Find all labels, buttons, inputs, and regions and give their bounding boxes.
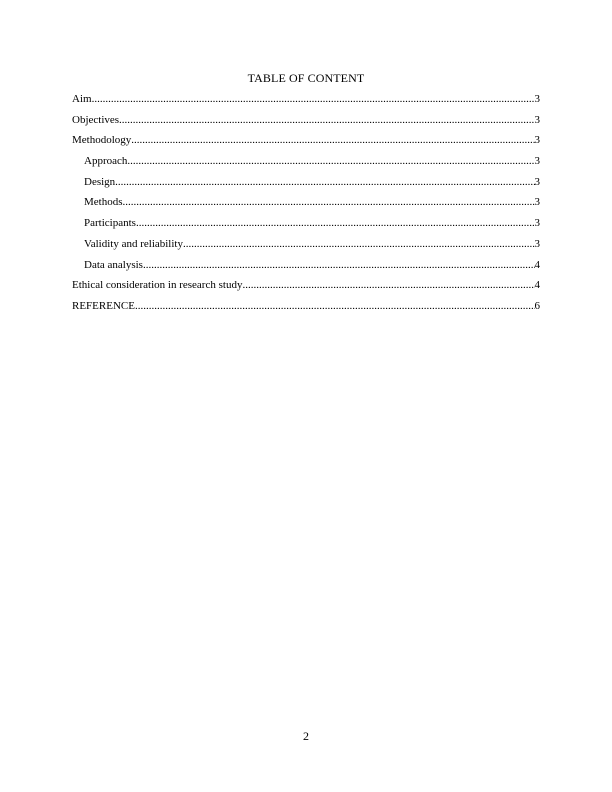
toc-entry-page: 6 [534, 299, 540, 312]
toc-entry-label: Methods [84, 196, 123, 209]
toc-entry-reference[interactable] [72, 299, 540, 320]
toc-leader-dots [92, 92, 535, 106]
toc-leader-dots [127, 154, 534, 168]
toc-entry-page: 3 [534, 196, 540, 209]
toc-entry-label: Aim [72, 93, 92, 105]
toc-entry-participants[interactable] [72, 216, 540, 237]
toc-leader-dots [242, 278, 534, 292]
toc-entry-page: 3 [534, 175, 540, 188]
toc-entry-ethical-consideration[interactable] [72, 278, 540, 299]
toc-entry-approach[interactable] [72, 154, 540, 175]
toc-entry-objectives[interactable] [72, 113, 540, 134]
toc-leader-dots [135, 299, 535, 313]
toc-entry-label: Design [84, 175, 116, 188]
toc-entry-page: 4 [534, 279, 540, 292]
toc-entry-data-analysis[interactable] [72, 258, 540, 279]
toc-entry-label: Data analysis [84, 258, 143, 271]
toc-entry-aim[interactable] [72, 92, 540, 113]
toc-leader-dots [115, 175, 534, 189]
toc-entry-page: 4 [534, 258, 540, 271]
toc-entry-label: REFERENCE [72, 299, 135, 312]
toc-leader-dots [119, 113, 534, 127]
toc-entry-page: 3 [534, 155, 540, 168]
toc-entry-validity-and-reliability[interactable] [72, 237, 540, 258]
toc-entry-label: Ethical consideration in research study [72, 279, 243, 292]
toc-leader-dots [123, 195, 535, 209]
toc-entry-methods[interactable] [72, 195, 540, 216]
toc-title: TABLE OF CONTENT [247, 71, 365, 85]
toc-entry-page: 3 [534, 237, 540, 250]
toc-leader-dots [131, 133, 534, 147]
toc-entry-label: Objectives [72, 113, 120, 126]
toc-entry-label: Validity and reliability [84, 237, 183, 250]
toc-leader-dots [136, 216, 535, 230]
toc-entry-design[interactable] [72, 175, 540, 196]
toc-list [72, 92, 540, 320]
toc-entry-label: Participants [84, 217, 136, 230]
toc-leader-dots [183, 237, 535, 251]
toc-entry-page: 3 [534, 113, 540, 126]
toc-entry-page: 3 [534, 134, 540, 147]
page-number: 2 [303, 729, 309, 743]
toc-entry-page: 3 [534, 93, 540, 105]
toc-entry-page: 3 [534, 217, 540, 230]
toc-entry-label: Approach [84, 155, 128, 168]
toc-entry-methodology[interactable] [72, 133, 540, 154]
toc-entry-label: Methodology [72, 134, 132, 147]
toc-leader-dots [143, 258, 535, 272]
